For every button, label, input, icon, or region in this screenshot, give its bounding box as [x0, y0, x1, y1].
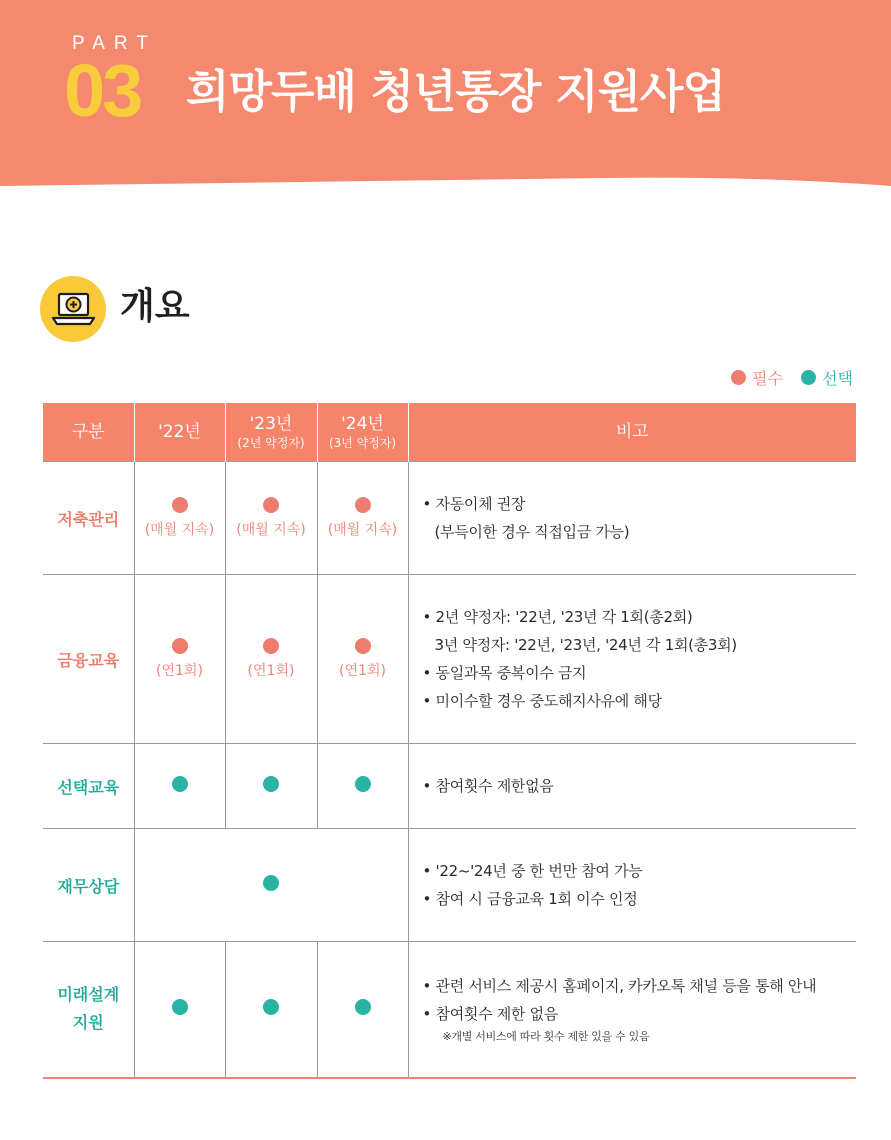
part-number: 03 — [64, 49, 141, 132]
row-category: 금융교육 — [43, 575, 134, 744]
mark-note: (연1회) — [247, 663, 295, 679]
header-remarks: 비고 — [408, 403, 856, 462]
remark-footnote: ※개별 서비스에 따라 횟수 제한 있을 수 있음 — [442, 1030, 650, 1044]
remarks-cell — [408, 829, 856, 942]
row-category — [43, 942, 134, 1078]
optional-mark — [263, 999, 279, 1015]
overview-table — [43, 403, 856, 1079]
mark-note: (매월 지속) — [327, 522, 398, 538]
remark-item: • 참여횟수 제한 없음 — [422, 1005, 558, 1024]
laptop-plus-icon — [40, 276, 106, 342]
mark-cell — [134, 744, 225, 829]
mark-cell — [225, 744, 317, 829]
optional-mark — [355, 999, 371, 1015]
optional-mark — [355, 776, 371, 792]
required-mark — [355, 497, 371, 513]
legend-optional-label: 선택 — [822, 369, 853, 388]
mark-cell — [225, 942, 317, 1078]
remark-item: • 2년 약정자: '22년, '23년 각 1회(총2회) — [422, 608, 693, 626]
mark-cell — [317, 942, 408, 1078]
header-2023: '23년 (2년 약정자) — [225, 403, 317, 462]
mark-cell — [134, 575, 225, 744]
remark-item: • 관련 서비스 제공시 홈페이지, 카카오톡 채널 등을 통해 안내 — [422, 977, 817, 996]
table-row — [43, 829, 856, 942]
required-mark — [355, 638, 371, 654]
remark-item: • 미이수할 경우 중도해지사유에 해당 — [422, 692, 662, 710]
legend-required-label: 필수 — [752, 369, 784, 388]
required-mark — [263, 638, 279, 654]
remarks-cell — [408, 575, 856, 744]
mark-cell — [134, 462, 225, 575]
optional-mark — [172, 999, 188, 1015]
remark-item: 3년 약정자: '22년, '23년, '24년 각 1회(총3회) — [434, 636, 737, 654]
remark-item: • 참여횟수 제한없음 — [422, 777, 554, 795]
remarks-cell — [408, 942, 856, 1078]
mark-note: (매월 지속) — [144, 522, 215, 538]
table-row — [43, 942, 856, 1078]
category-line: 미래설계 — [57, 985, 120, 1005]
mark-cell — [134, 942, 225, 1078]
remark-item: • '22~'24년 중 한 번만 참여 가능 — [422, 862, 643, 880]
legend-required-dot — [731, 370, 746, 385]
mark-note: (연1회) — [339, 663, 386, 679]
mark-note: (매월 지속) — [236, 522, 306, 538]
table-row — [43, 462, 856, 575]
remark-item: • 동일과목 중복이수 금지 — [422, 664, 587, 682]
remark-item: • 참여 시 금융교육 1회 이수 인정 — [422, 890, 638, 908]
optional-mark — [263, 776, 279, 792]
optional-mark — [263, 875, 279, 891]
table-header-row — [43, 403, 856, 462]
optional-mark — [172, 776, 188, 792]
required-mark — [172, 497, 188, 513]
part-label: PART — [72, 33, 157, 54]
remark-item: • 자동이체 권장 — [422, 495, 526, 513]
mark-cell — [225, 462, 317, 575]
table-row — [43, 744, 856, 829]
remarks-cell — [408, 744, 856, 829]
row-category: 저축관리 — [43, 462, 134, 575]
header-banner — [0, 0, 891, 200]
legend-optional-dot — [801, 370, 816, 385]
remark-item: (부득이한 경우 직접입금 가능) — [434, 523, 630, 541]
mark-note: (연1회) — [156, 663, 203, 679]
required-mark — [263, 497, 279, 513]
section-title: 개요 — [120, 286, 190, 327]
mark-cell — [317, 462, 408, 575]
required-mark — [172, 638, 188, 654]
page-title: 희망두배 청년통장 지원사업 — [186, 65, 725, 118]
legend — [731, 366, 853, 389]
header-2022: '22년 — [134, 403, 225, 462]
table-row — [43, 575, 856, 744]
mark-cell — [317, 744, 408, 829]
remarks-cell — [408, 462, 856, 575]
merged-mark-cell — [134, 829, 408, 942]
mark-cell — [317, 575, 408, 744]
header-2024: '24년 (3년 약정자) — [317, 403, 408, 462]
row-category: 재무상담 — [43, 829, 134, 942]
header-category: 구분 — [43, 403, 134, 462]
row-category: 선택교육 — [43, 744, 134, 829]
mark-cell — [225, 575, 317, 744]
category-line: 지원 — [72, 1013, 104, 1033]
